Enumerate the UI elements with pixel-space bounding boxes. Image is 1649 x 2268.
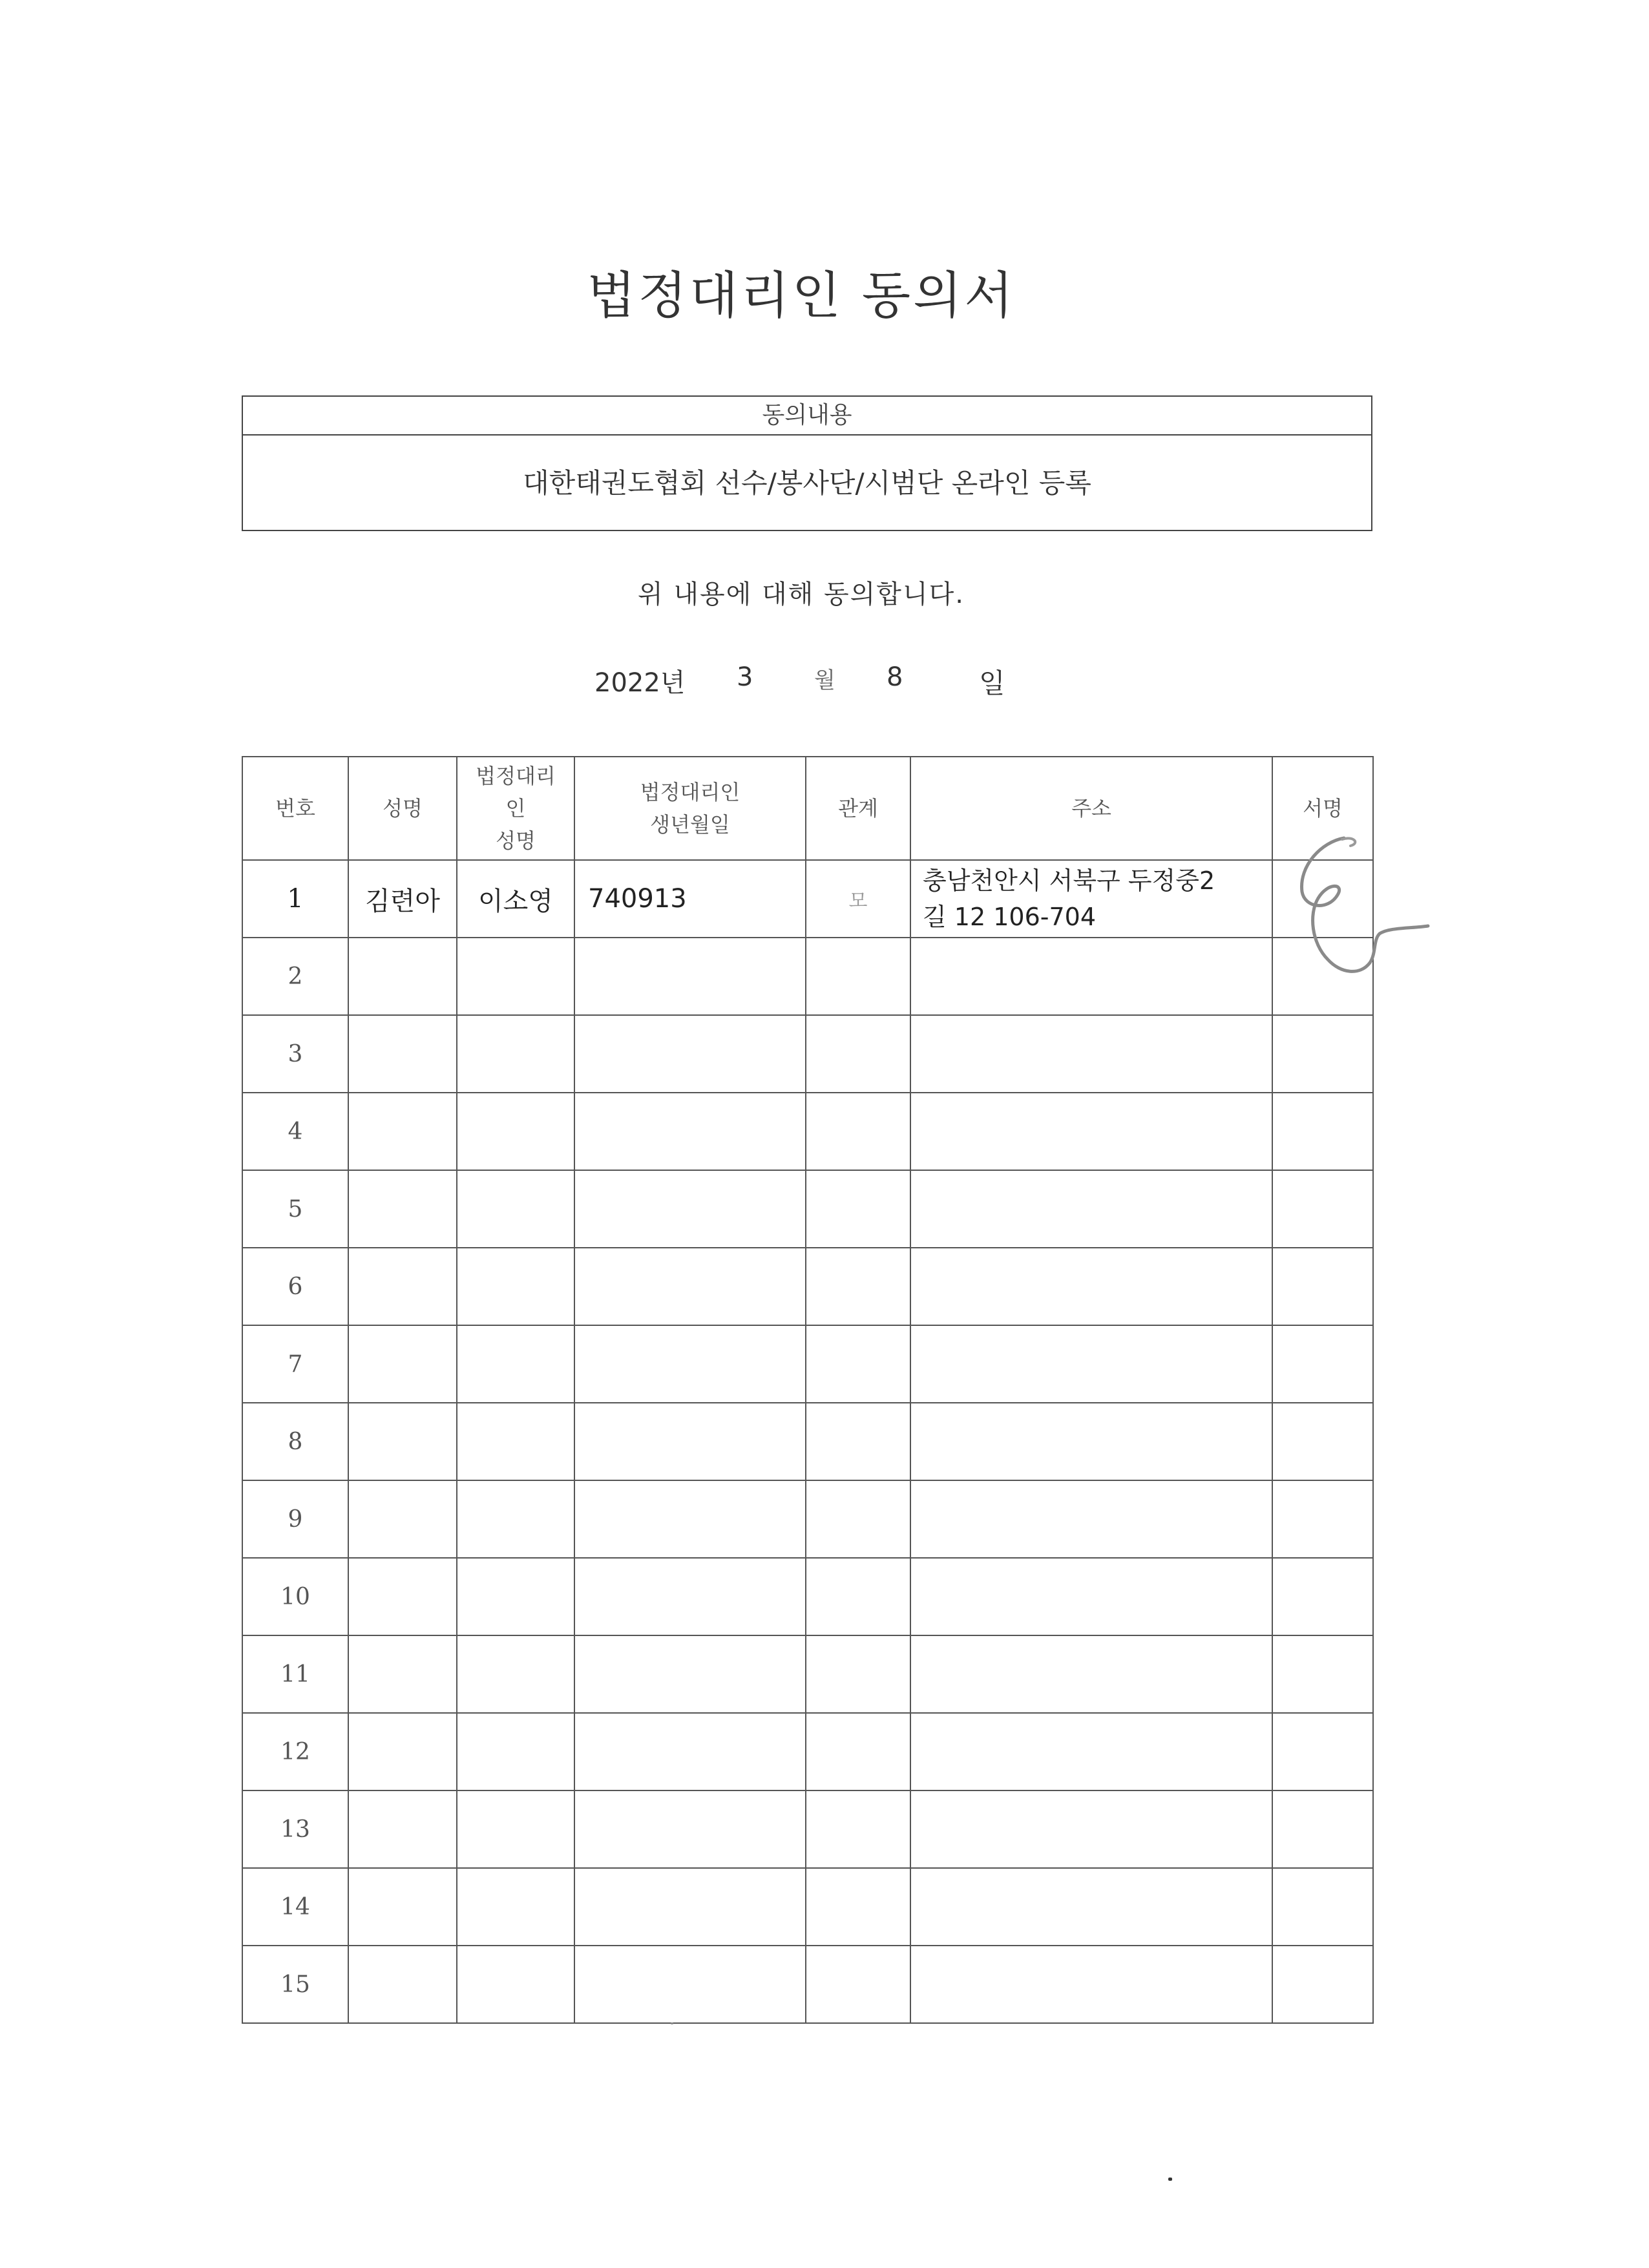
row-number: 5 [242, 1170, 348, 1248]
row-guardian-name [457, 1325, 574, 1403]
row-number: 8 [242, 1403, 348, 1480]
table-row [242, 1713, 1373, 1790]
row-signature [1272, 1558, 1373, 1635]
date-day-label: 일 [979, 667, 1005, 699]
row-guardian-birth [574, 1790, 806, 1868]
guardian-table [242, 756, 1374, 2024]
table-row [242, 1635, 1373, 1713]
row-signature [1272, 1403, 1373, 1480]
row-number: 13 [242, 1790, 348, 1868]
row-number: 12 [242, 1713, 348, 1790]
row-address [910, 860, 1272, 938]
table-row [242, 1325, 1373, 1403]
row-signature [1272, 1713, 1373, 1790]
row-relation [806, 1558, 910, 1635]
row-address [910, 1946, 1272, 2023]
row-name [348, 1480, 457, 1558]
row-guardian-birth [574, 1635, 806, 1713]
row-address [910, 1558, 1272, 1635]
row-guardian-name [457, 1248, 574, 1325]
row-guardian-birth [574, 1868, 806, 1946]
table-row [242, 1248, 1373, 1325]
row-relation: 모 [806, 860, 910, 938]
row-address [910, 1635, 1272, 1713]
row-signature [1272, 1170, 1373, 1248]
row-name [348, 1248, 457, 1325]
row-number: 6 [242, 1248, 348, 1325]
row-address [910, 1015, 1272, 1093]
row-address [910, 1790, 1272, 1868]
row-address [910, 1325, 1272, 1403]
table-row [242, 1946, 1373, 2023]
row-number: 10 [242, 1558, 348, 1635]
row-number: 15 [242, 1946, 348, 2023]
row-signature [1272, 1790, 1373, 1868]
table-row [242, 1015, 1373, 1093]
agreement-statement: 위 내용에 대해 동의합니다. [638, 580, 965, 609]
consent-content-header: 동의내용 [243, 397, 1371, 436]
table-header-row [242, 757, 1373, 860]
row-number: 1 [242, 860, 348, 938]
header-guardian-birth-line2: 생년월일 [650, 812, 730, 837]
row-signature [1272, 1868, 1373, 1946]
row-relation [806, 1015, 910, 1093]
header-relation: 관계 [806, 757, 910, 860]
row-guardian-name [457, 1170, 574, 1248]
row-name [348, 1713, 457, 1790]
row-relation [806, 1093, 910, 1170]
row-name [348, 1403, 457, 1480]
row-address [910, 1480, 1272, 1558]
row-relation [806, 1868, 910, 1946]
row-signature [1272, 1248, 1373, 1325]
row-name [348, 1790, 457, 1868]
row-relation [806, 1248, 910, 1325]
row-name [348, 1325, 457, 1403]
row-guardian-birth [574, 1403, 806, 1480]
row-signature [1272, 1946, 1373, 2023]
scan-speck [671, 2022, 673, 2024]
row-name [348, 1093, 457, 1170]
row-guardian-birth [574, 1170, 806, 1248]
date-month-label: 월 [814, 667, 835, 693]
row-guardian-name [457, 1093, 574, 1170]
header-guardian-name-line2: 인 [505, 796, 526, 821]
header-guardian-birth [574, 757, 806, 860]
row-relation [806, 1170, 910, 1248]
table-row [242, 860, 1373, 938]
row-number: 11 [242, 1635, 348, 1713]
row-address [910, 1713, 1272, 1790]
document-title: 법정대리인 동의서 [587, 267, 1016, 325]
date-year: 2022년 [594, 668, 686, 698]
table-row [242, 1403, 1373, 1480]
row-relation [806, 1635, 910, 1713]
row-signature [1272, 1635, 1373, 1713]
header-guardian-name [457, 757, 574, 860]
row-signature [1272, 1325, 1373, 1403]
row-guardian-birth [574, 1015, 806, 1093]
header-guardian-name-line3: 성명 [496, 828, 536, 853]
row-guardian-name [457, 1713, 574, 1790]
row-address [910, 1248, 1272, 1325]
row-name [348, 1015, 457, 1093]
row-guardian-name [457, 1946, 574, 2023]
header-signature: 서명 [1272, 757, 1373, 860]
header-number: 번호 [242, 757, 348, 860]
row-relation [806, 1790, 910, 1868]
consent-content-box [242, 395, 1372, 531]
row-number: 2 [242, 938, 348, 1015]
table-row [242, 1093, 1373, 1170]
header-guardian-name-line1: 법정대리 [476, 764, 556, 788]
row-guardian-name [457, 1635, 574, 1713]
table-row [242, 1790, 1373, 1868]
handwritten-signature [1283, 830, 1431, 989]
row-guardian-name [457, 1790, 574, 1868]
row-signature [1272, 1093, 1373, 1170]
row-guardian-birth: 740913 [574, 860, 806, 938]
row-relation [806, 1946, 910, 2023]
row-number: 3 [242, 1015, 348, 1093]
header-name: 성명 [348, 757, 457, 860]
row-guardian-birth [574, 1093, 806, 1170]
row-relation [806, 1480, 910, 1558]
row-guardian-name [457, 1480, 574, 1558]
row-address [910, 938, 1272, 1015]
row-name [348, 938, 457, 1015]
row-guardian-birth [574, 1946, 806, 2023]
row-address [910, 1093, 1272, 1170]
table-row [242, 1480, 1373, 1558]
row-relation [806, 1713, 910, 1790]
row-address [910, 1403, 1272, 1480]
table-row [242, 1170, 1373, 1248]
row-guardian-birth [574, 938, 806, 1015]
table-row [242, 1558, 1373, 1635]
row-relation [806, 938, 910, 1015]
row-relation [806, 1403, 910, 1480]
row-guardian-birth [574, 1713, 806, 1790]
row-address-line2: 길 12 106-704 [923, 903, 1096, 931]
row-guardian-name [457, 1868, 574, 1946]
row-relation [806, 1325, 910, 1403]
row-signature [1272, 1015, 1373, 1093]
consent-content-body: 대한태권도협회 선수/봉사단/시범단 온라인 등록 [523, 467, 1091, 499]
row-number: 14 [242, 1868, 348, 1946]
row-name [348, 1170, 457, 1248]
row-name [348, 1946, 457, 2023]
row-guardian-name [457, 1403, 574, 1480]
date-day: 8 [887, 662, 903, 692]
row-address-line1: 충남천안시 서북구 두정중2 [923, 866, 1215, 895]
row-name [348, 1635, 457, 1713]
row-guardian-name [457, 1558, 574, 1635]
row-signature [1272, 1480, 1373, 1558]
table-row [242, 938, 1373, 1015]
date-month: 3 [737, 662, 753, 692]
header-address: 주소 [910, 757, 1272, 860]
row-number: 9 [242, 1480, 348, 1558]
row-guardian-name [457, 938, 574, 1015]
row-guardian-birth [574, 1325, 806, 1403]
row-guardian-name: 이소영 [457, 860, 574, 938]
row-guardian-birth [574, 1248, 806, 1325]
row-guardian-birth [574, 1558, 806, 1635]
row-name [348, 1868, 457, 1946]
row-name: 김련아 [348, 860, 457, 938]
row-number: 7 [242, 1325, 348, 1403]
row-name [348, 1558, 457, 1635]
row-guardian-birth [574, 1480, 806, 1558]
scan-speck [1168, 2178, 1172, 2181]
row-address [910, 1868, 1272, 1946]
row-guardian-name [457, 1015, 574, 1093]
table-row [242, 1868, 1373, 1946]
row-address [910, 1170, 1272, 1248]
header-guardian-birth-line1: 법정대리인 [640, 780, 740, 804]
row-number: 4 [242, 1093, 348, 1170]
